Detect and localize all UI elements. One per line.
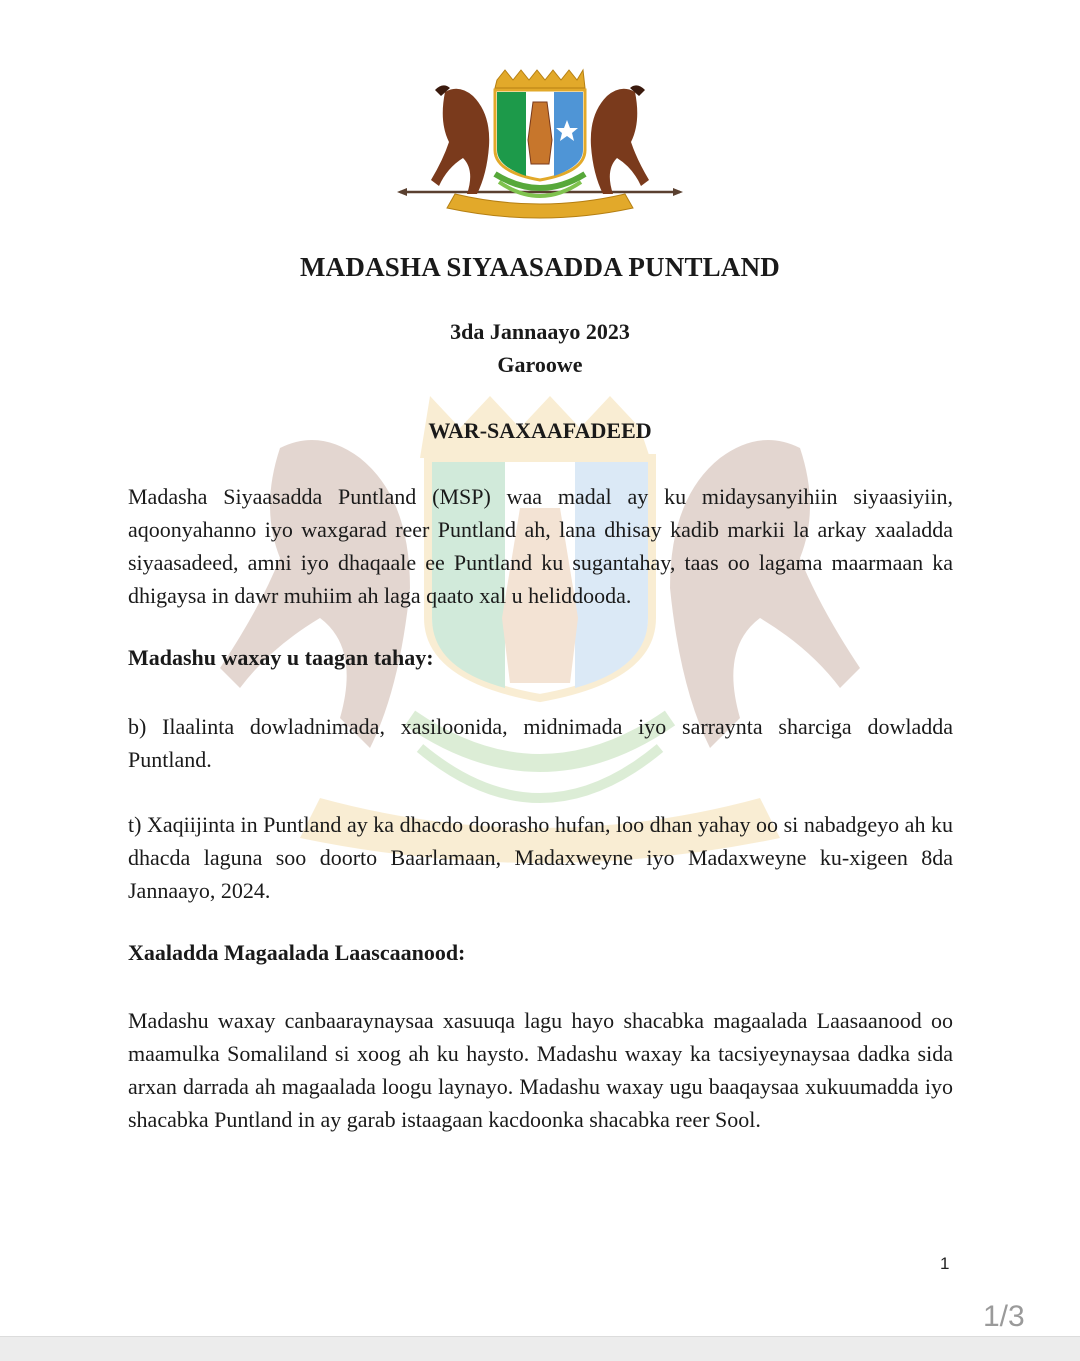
document-subtitle: WAR-SAXAAFADEED <box>428 418 652 443</box>
laascaanood-paragraph: Madashu waxay canbaaraynaysaa xasuuqa lagu hayo shacabka magaalada Laasaanood oo maamulka Somaliland si xoog ah ku haysto. Madashu waxay ka tacsiyeynaysaa dadka sida arxan darrada ah magaalada loogu laynayo. Madashu waxay ugu baaqaysaa xukuumadda iyo shacabka Puntland in ay garab istaagaan kacdoonka shacabka reer Sool. <box>128 1008 953 1132</box>
document-date: 3da Jannaayo 2023 <box>450 319 630 344</box>
intro-paragraph: Madasha Siyaasadda Puntland (MSP) waa madal ay ku midaysanyihiin siyaasiyiin, aqoonyahanno iyo waxgarad reer Puntland ah, lana dhisay kadib markii la arkay xaaladda siyaasadeed, amni iyo dhaqaale ee Puntland ku sugantahay, taas oo lagama maarmaan ka dhigaysa in dawr muhiim ah laga qaato xal u heliddooda. <box>128 484 953 608</box>
section-heading-laascaanood: Xaaladda Magaalada Laascaanood: <box>128 940 466 965</box>
page-number: 1 <box>940 1254 950 1273</box>
list-item-t: t) Xaqiijinta in Puntland ay ka dhacdo doorasho hufan, loo dhan yahay oo si nabadgeyo ah ku dhacda laguna soo doorto Baarlamaan, Madaxweyne iyo Madaxweyne ku-xigeen 8da Jannaayo, 2024. <box>128 812 953 903</box>
list-item-b: b) Ilaalinta dowladnimada, xasiloonida, midnimada iyo sarraynta sharciga dowladda Puntland. <box>128 714 953 772</box>
section-heading-mission: Madashu waxay u taagan tahay: <box>128 645 434 670</box>
document-title: MADASHA SIYAASADDA PUNTLAND <box>300 252 780 282</box>
puntland-coat-of-arms <box>395 62 685 222</box>
document-place: Garoowe <box>497 352 583 377</box>
page-indicator: 1/3 <box>983 1300 1025 1333</box>
viewer-bottom-bar <box>0 1336 1080 1361</box>
